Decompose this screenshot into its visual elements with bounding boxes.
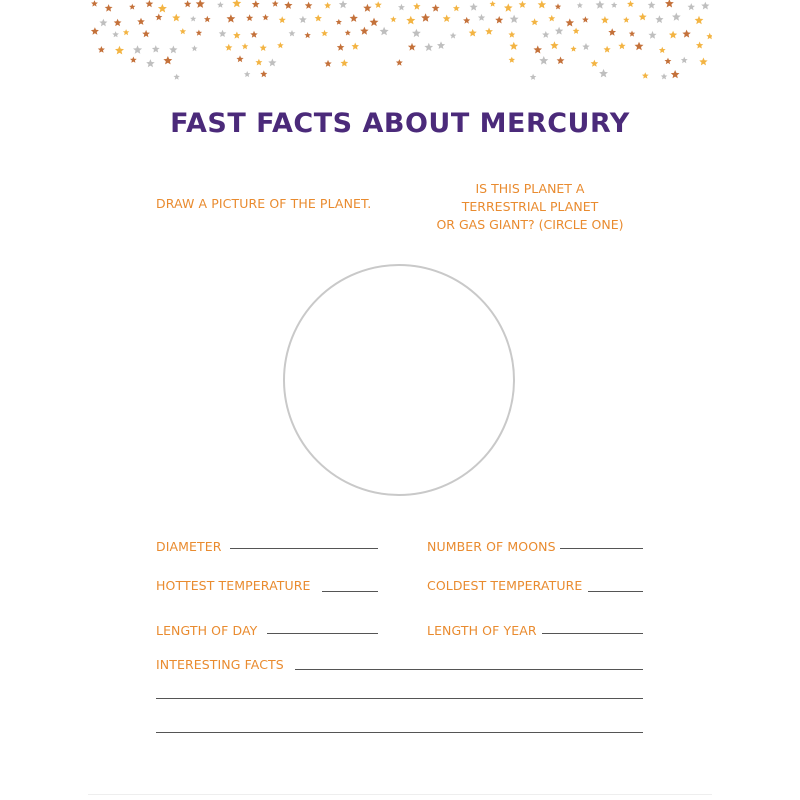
star-icon [158,4,167,13]
star-icon [701,2,709,10]
star-icon [244,71,250,77]
star-icon [146,59,155,67]
star-icon [360,27,368,35]
star-icon [495,16,503,24]
page-bottom-edge [88,794,712,795]
diameter-answer-line[interactable] [230,548,378,549]
star-icon [242,43,249,49]
star-icon [152,45,160,52]
length-of-day-answer-line[interactable] [267,633,378,634]
star-icon [137,18,145,25]
star-icon [665,58,672,65]
star-icon [91,27,99,35]
hottest-temperature-label: HOTTEST TEMPERATURE [156,578,311,593]
star-icon [130,57,137,63]
star-icon [611,2,617,8]
star-icon [252,0,260,8]
star-icon [659,47,666,53]
planet-type-question-line: OR GAS GIANT? (CIRCLE ONE) [436,217,624,232]
hottest-temperature-answer-line[interactable] [322,591,378,592]
planet-type-question [420,180,640,234]
star-icon [174,74,180,80]
star-icon [262,14,269,20]
star-icon [443,15,451,23]
star-icon [114,19,122,26]
star-icon [227,14,236,22]
draw-prompt: DRAW A PICTURE OF THE PLANET. [156,196,372,211]
star-icon [337,43,345,50]
coldest-temperature-label: COLDEST TEMPERATURE [427,578,583,593]
star-icon [672,13,681,21]
star-icon [623,17,629,23]
star-icon [204,16,211,22]
star-icon [688,3,696,10]
star-icon [706,33,712,39]
star-icon [324,60,331,67]
star-icon [324,2,331,9]
star-icon [289,30,296,36]
star-icon [232,0,241,7]
star-icon [172,14,180,22]
star-icon [639,13,647,21]
star-icon [469,29,477,37]
star-icon [510,15,519,23]
star-icon [530,74,537,80]
star-icon [390,16,396,22]
star-icon [305,2,313,9]
star-icon [599,69,608,78]
star-icon [604,46,611,53]
star-icon [508,31,515,37]
star-icon [304,32,310,38]
planet-type-question-line: IS THIS PLANET A [475,181,585,196]
star-icon [396,59,403,66]
star-icon [246,14,253,21]
star-icon [341,59,349,66]
star-icon [671,70,680,78]
star-icon [539,56,548,65]
star-icon [375,1,382,8]
star-icon [510,42,519,50]
star-icon [398,4,405,11]
number-of-moons-label: NUMBER OF MOONS [427,539,556,554]
star-icon [681,57,688,64]
star-icon [665,0,674,8]
star-icon [350,14,358,22]
star-icon [478,14,485,21]
star-icon [315,15,322,22]
star-icon [548,15,555,22]
star-icon [450,32,457,38]
star-icon [648,1,656,8]
coldest-temperature-answer-line[interactable] [588,591,643,592]
star-icon [352,43,360,50]
star-icon [105,4,113,12]
star-icon [582,43,589,50]
star-icon [260,70,267,77]
star-icon [648,31,656,39]
star-icon [225,44,232,51]
star-icon [196,30,202,36]
star-icon [190,16,196,22]
length-of-day-label: LENGTH OF DAY [156,623,258,638]
star-icon [591,60,599,67]
star-icon [380,27,389,36]
star-icon [277,42,284,48]
star-icon [272,0,279,6]
star-icon [696,42,703,49]
star-icon [268,59,276,67]
length-of-year-label: LENGTH OF YEAR [427,623,537,638]
star-icon [169,46,177,54]
star-confetti-decoration [88,0,712,90]
diameter-label: DIAMETER [156,539,222,554]
interesting-facts-answer-line[interactable] [156,698,643,699]
star-icon [699,58,707,66]
star-icon [250,31,257,38]
star-icon [571,46,577,52]
page-title: FAST FACTS ABOUT MERCURY [170,108,630,139]
star-icon [370,18,379,27]
planet-type-question-line: TERRESTRIAL PLANET [461,199,599,214]
star-icon [509,57,515,63]
star-icon [573,28,580,34]
star-icon [577,2,583,8]
interesting-facts-label: INTERESTING FACTS [156,657,284,672]
star-icon [155,14,162,21]
star-icon [608,28,616,35]
star-icon [260,44,267,51]
star-icon [555,3,561,9]
star-icon [133,45,142,54]
star-icon [485,28,493,35]
star-icon [566,18,575,26]
star-icon [437,41,445,49]
star-icon [618,42,625,49]
star-icon [669,31,677,39]
star-icon [219,30,227,37]
planet-drawing-circle[interactable] [283,264,515,496]
star-icon [98,46,105,53]
star-icon [655,15,663,23]
star-icon [557,57,565,65]
star-icon [336,19,342,25]
star-icon [115,46,124,55]
star-icon [123,29,129,35]
star-icon [217,2,224,8]
star-icon [453,5,460,12]
star-icon [163,56,172,64]
star-icon [129,4,135,10]
star-icon [112,31,119,37]
star-icon [91,0,98,7]
star-icon [601,16,609,24]
star-icon [413,3,420,10]
star-icon [99,19,107,27]
star-icon [363,4,371,12]
star-icon [504,3,513,11]
star-icon [345,30,351,36]
star-icon [237,55,244,62]
star-icon [321,30,328,37]
star-icon [284,1,292,9]
number-of-moons-answer-line[interactable] [560,548,643,549]
star-icon [424,43,433,51]
star-icon [682,30,690,38]
interesting-facts-answer-line[interactable] [156,732,643,733]
star-icon [406,16,415,25]
star-icon [279,16,286,23]
star-icon [432,4,440,12]
star-icon [196,0,205,8]
star-icon [555,27,563,35]
star-icon [534,45,543,53]
star-icon [408,43,416,51]
star-icon [184,0,191,7]
star-icon [542,31,549,38]
star-icon [255,59,262,66]
star-icon [146,0,154,7]
star-icon [635,42,644,51]
star-icon [629,31,635,37]
star-icon [233,32,241,39]
star-icon [421,13,430,21]
star-icon [470,3,478,11]
star-icon [299,16,307,23]
star-icon [695,16,704,24]
star-icon [596,0,605,9]
star-icon [142,30,150,37]
star-icon [191,45,197,51]
star-icon [538,0,547,8]
star-icon [412,29,421,37]
star-icon [519,1,527,8]
star-icon [661,73,668,79]
star-icon [550,41,558,49]
star-icon [180,28,187,34]
star-icon [642,72,649,78]
star-icon [339,0,348,8]
star-icon [627,0,634,7]
star-icon [463,17,470,24]
length-of-year-answer-line[interactable] [542,633,643,634]
interesting-facts-answer-line[interactable] [295,669,643,670]
star-icon [582,16,589,22]
star-icon [531,18,538,25]
star-icon [490,1,496,7]
